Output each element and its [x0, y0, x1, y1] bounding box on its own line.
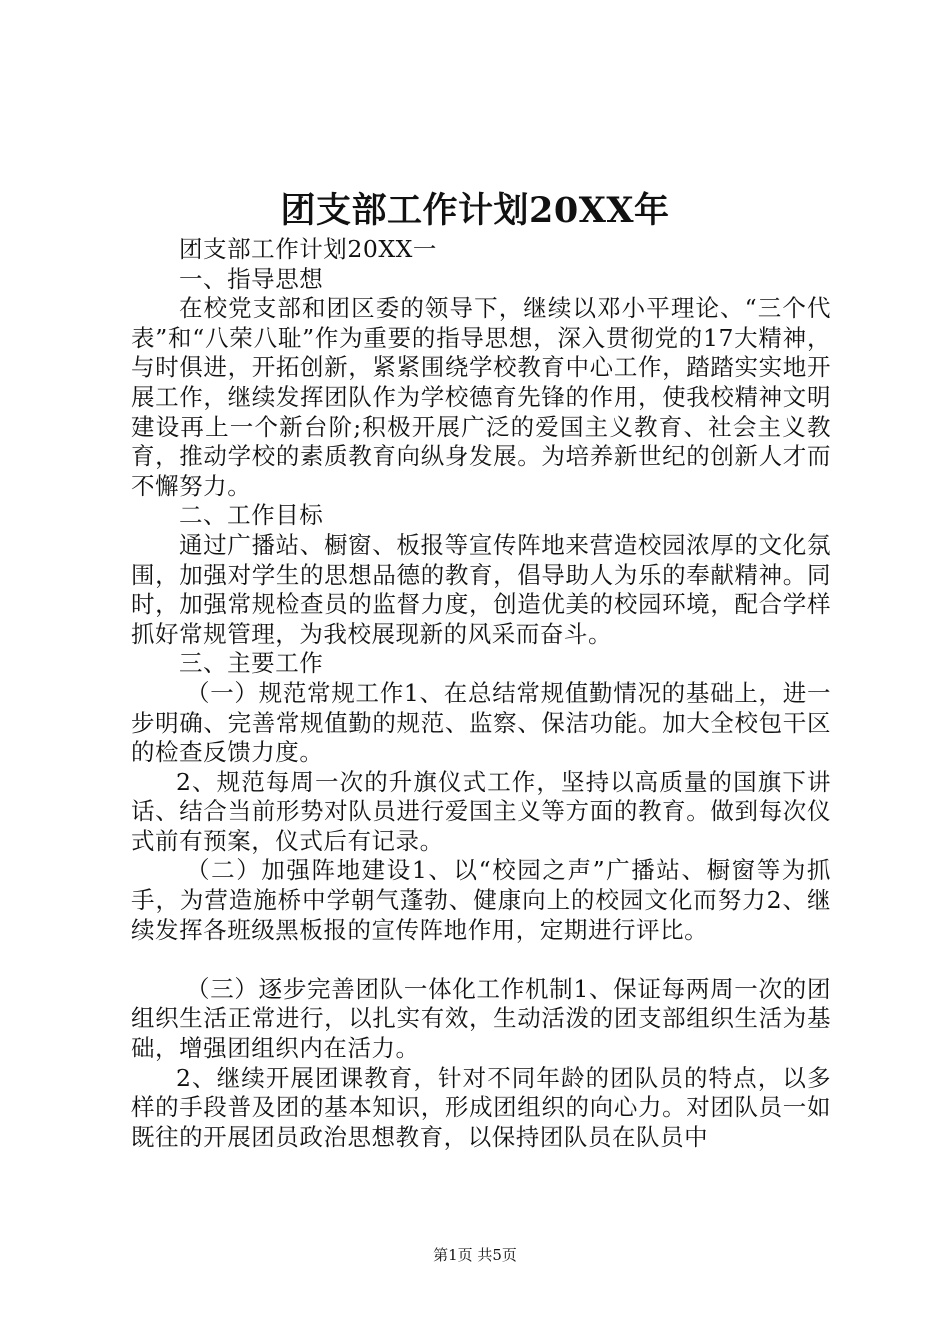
- body-paragraph: 2、规范每周一次的升旗仪式工作，坚持以高质量的国旗下讲话、结合当前形势对队员进行爱国主义等方面的教育。做到每次仪式前有预案，仪式后有记录。: [131, 767, 831, 855]
- section-heading: 二、工作目标: [179, 501, 324, 530]
- document-body: [131, 235, 831, 1152]
- body-paragraph: 通过广播站、橱窗、板报等宣传阵地来营造校园浓厚的文化氛围，加强对学生的思想品德的教育，倡导助人为乐的奉献精神。同时，加强常规检查员的监督力度，创造优美的校园环境，配合学样抓好常规管理，为我校展现新的风采而奋斗。: [131, 530, 831, 648]
- body-paragraph: 2、继续开展团课教育，针对不同年龄的团队员的特点，以多样的手段普及团的基本知识，形成团组织的向心力。对团队员一如既往的开展团员政治思想教育，以保持团队员在队员中: [131, 1063, 831, 1151]
- section-heading: 三、主要工作: [179, 649, 324, 678]
- body-paragraph: 在校党支部和团区委的领导下，继续以邓小平理论、“三个代表”和“八荣八耻”作为重要的指导思想，深入贯彻党的17大精神，与时俱进，开拓创新，紧紧围绕学校教育中心工作，踏踏实实地开展工作，继续发挥团队作为学校德育先锋的作用，使我校精神文明建设再上一个新台阶;积极开展广泛的爱国主义教育、社会主义教育，推动学校的素质教育向纵身发展。为培养新世纪的创新人才而不懈努力。: [131, 294, 831, 500]
- section-heading: 一、指导思想: [179, 264, 324, 293]
- subtitle-line: 团支部工作计划20XX一: [179, 235, 437, 263]
- body-paragraph: （一）规范常规工作1、在总结常规值勤情况的基础上，进一步明确、完善常规值勤的规范、监察、保洁功能。加大全校包干区的检查反馈力度。: [131, 678, 831, 767]
- document-title: 团支部工作计划20XX年: [280, 190, 670, 231]
- page-footer: 第1页 共5页: [433, 1246, 517, 1264]
- body-paragraph: （三）逐步完善团队一体化工作机制1、保证每两周一次的团组织生活正常进行，以扎实有效，生动活泼的团支部组织生活为基础，增强团组织内在活力。: [131, 974, 831, 1063]
- body-paragraph: （二）加强阵地建设1、以“校园之声”广播站、橱窗等为抓手，为营造施桥中学朝气蓬勃、健康向上的校园文化而努力2、继续发挥各班级黑板报的宣传阵地作用，定期进行评比。: [131, 856, 831, 944]
